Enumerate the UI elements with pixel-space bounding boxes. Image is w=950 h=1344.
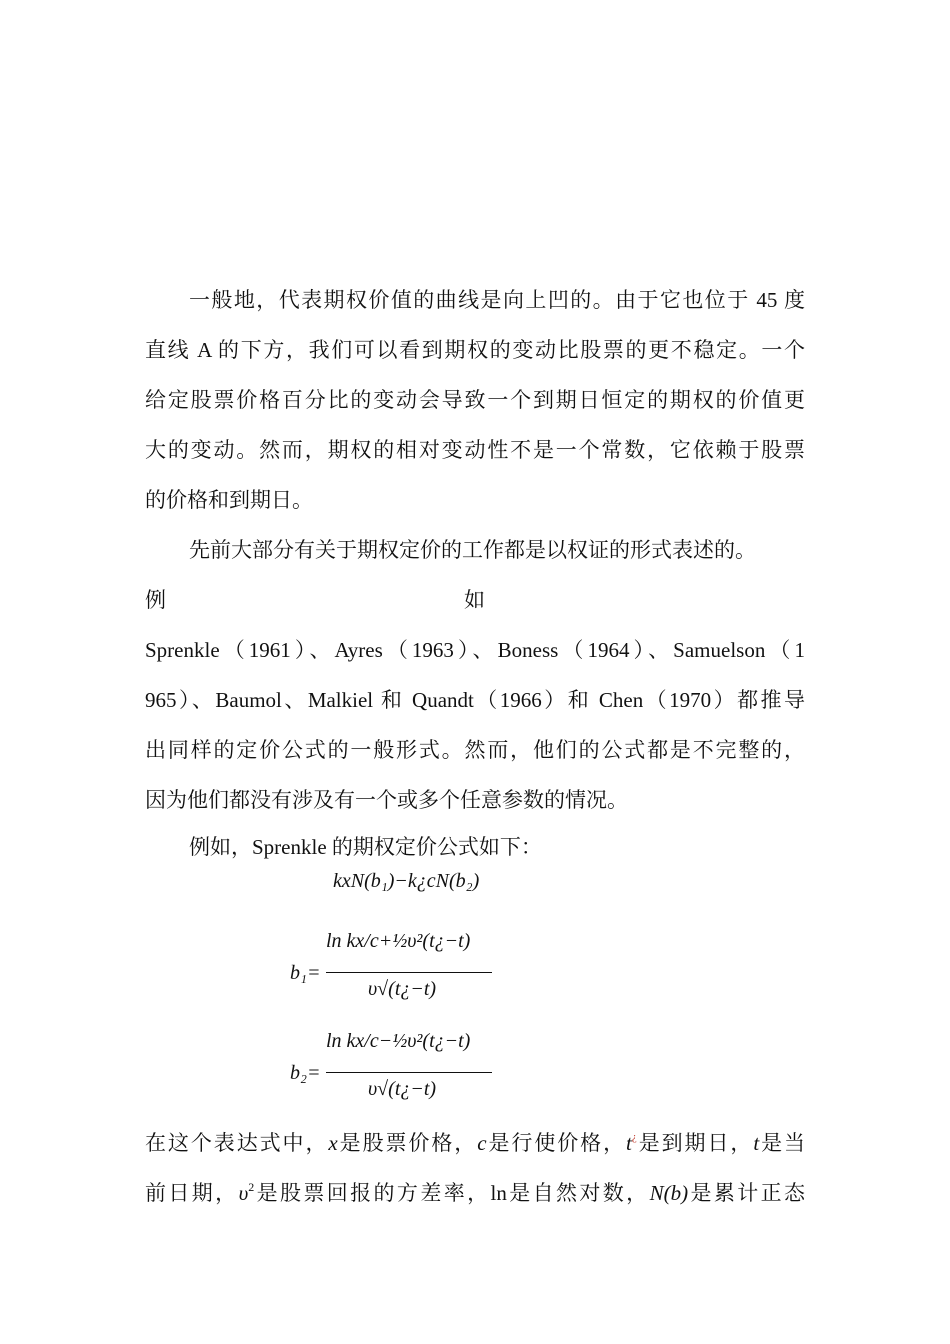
- var-nb: N(b): [649, 1181, 689, 1205]
- para4-l2-a: 前日期，: [145, 1181, 239, 1205]
- para2-line-2: [145, 575, 805, 625]
- para2-line-4: 965）、Baumol、Malkiel 和 Quandt（1966）和 Chen（1970）都推导: [145, 688, 805, 712]
- formula-price: kxN(b₁)−k¿cN(b₂): [333, 870, 480, 892]
- para4-l1-b: 是股票价格，: [337, 1131, 478, 1155]
- para4-l2-c: 是自然对数，: [506, 1181, 650, 1205]
- paragraph-1: [145, 275, 805, 525]
- para2-line-3: Sprenkle（1961）、Ayres（1963）、Boness（1964）、Samuelson（1: [145, 638, 805, 662]
- para4-line-2: [145, 1162, 805, 1212]
- para4-l2-d: 是累计正态: [688, 1181, 806, 1205]
- var-t: t: [753, 1131, 760, 1155]
- formula-b2-fraction-bar: [326, 1072, 492, 1073]
- var-x: x: [328, 1131, 338, 1155]
- para1-line-2: 直线 A 的下方，我们可以看到期权的变动比股票的更不稳定。一个: [145, 338, 805, 362]
- var-upsilon: υ: [238, 1181, 249, 1205]
- formula-b1-numerator: ln kx/c+½υ²(t¿−t): [326, 930, 471, 952]
- var-ln: ln: [490, 1181, 507, 1205]
- para2-line-1: 先前大部分有关于期权定价的工作都是以权证的形式表述的。: [189, 538, 756, 562]
- var-t-star-mark: ¿: [631, 1131, 637, 1143]
- formula-b1-fraction-bar: [326, 972, 492, 973]
- para2-line-2-right: 如: [464, 588, 485, 612]
- paragraph-4: [145, 1112, 805, 1212]
- para4-l1-d: 是行使价格，: [486, 1131, 627, 1155]
- formula-b1-lhs: b₁=: [290, 962, 321, 984]
- formula-b2-numerator: ln kx/c−½υ²(t¿−t): [326, 1030, 471, 1052]
- para4-line-1: [145, 1112, 805, 1162]
- formula-b1-denominator: υ√(t¿−t): [368, 978, 437, 1000]
- para1-line-5: 的价格和到期日。: [145, 488, 313, 512]
- paragraph-2: [145, 525, 805, 825]
- para4-l2-b: 是股票回报的方差率，: [254, 1181, 491, 1205]
- para3-line-1: 例如，Sprenkle 的期权定价公式如下：: [189, 835, 542, 859]
- para1-line-3: 给定股票价格百分比的变动会导致一个到期日恒定的期权的价值更: [145, 388, 805, 412]
- para1-line-4: 大的变动。然而，期权的相对变动性不是一个常数，它依赖于股票: [145, 438, 805, 462]
- para2-line-2-left: 例: [145, 588, 166, 612]
- paragraph-3: [145, 822, 805, 872]
- para2-line-5: 出同样的定价公式的一般形式。然而，他们的公式都是不完整的，: [145, 738, 805, 762]
- para4-l1-a: 在这个表达式中，: [145, 1131, 329, 1155]
- formula-b2-denominator: υ√(t¿−t): [368, 1078, 437, 1100]
- var-upsilon-square: 2: [248, 1180, 255, 1194]
- var-c: c: [477, 1131, 487, 1155]
- para2-line-6: 因为他们都没有涉及有一个或多个任意参数的情况。: [145, 788, 628, 812]
- formula-b2-lhs: b₂=: [290, 1062, 321, 1084]
- para1-line-1: 一般地，代表期权价值的曲线是向上凹的。由于它也位于 45 度: [189, 288, 805, 312]
- var-t-star: t: [626, 1131, 632, 1155]
- para4-l1-f: 是当: [759, 1131, 806, 1155]
- para4-l1-e: 是到期日，: [636, 1131, 754, 1155]
